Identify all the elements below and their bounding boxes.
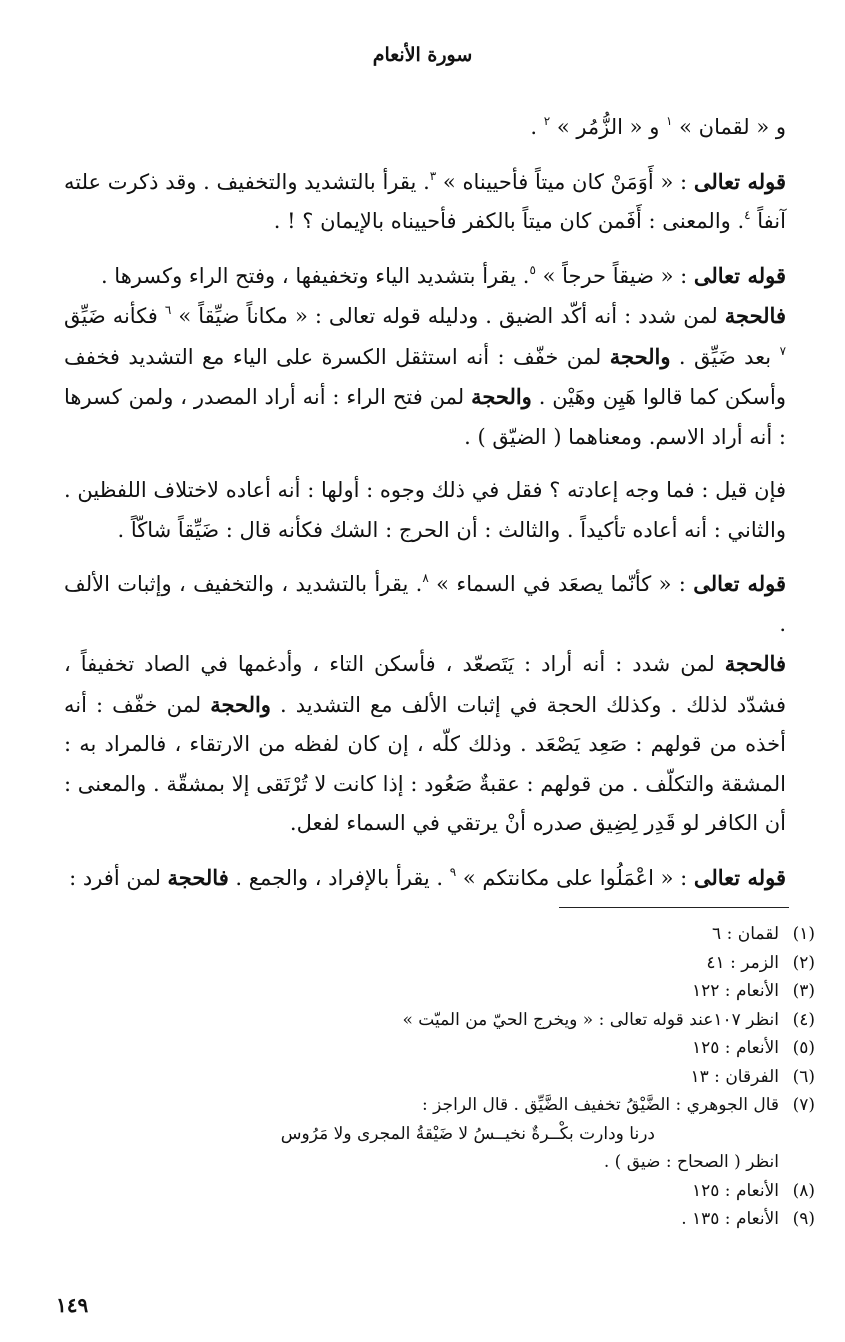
text: . يقرأ بالتشديد والتخفيف . وقد ذكرت علته آنفاً (64, 169, 786, 233)
text: لمن شدد : أنه أكّد الضيق . ودليله قوله تعالى : « مكاناً ضيِّقاً » (171, 304, 725, 328)
page-header: سورة الأنعام (372, 44, 473, 66)
footnote-text: الأنعام : ١٢٥ (692, 1038, 779, 1058)
footnote-number: (٥) (792, 1038, 815, 1058)
argument-label: والحجة (609, 343, 671, 369)
argument-label: والحجة (210, 691, 271, 717)
page-number: ١٤٩ (56, 1293, 89, 1317)
footnote-number: (٦) (792, 1066, 815, 1087)
text: : « اعْمَلُوا على مكانتكم » (456, 865, 694, 890)
text: . يقرأ بتشديد الياء وتخفيفها ، وفتح الراء وكسرها . (100, 263, 530, 288)
footnote-ref: ١ (666, 114, 673, 128)
footnote-text: انظر ١٠٧عند قوله تعالى : « ويخرج الحيّ من الميّت » (402, 1009, 779, 1030)
footnote-1 (80, 920, 815, 949)
footnote-8 (80, 1177, 815, 1206)
argument-label: فالحجة (724, 303, 786, 328)
verse-label: قوله تعالى (693, 864, 786, 890)
footnote-ref: ٤ (744, 208, 751, 222)
text: . يقرأ بالتشديد ، والتخفيف ، وإثبات الألف . (64, 572, 786, 636)
footnote-text: الأنعام : ١٢٥ (692, 1180, 779, 1201)
text: : « ضيقاً حرجاً » (535, 263, 694, 288)
footnote-divider (559, 907, 789, 908)
text: لمن شدد : أنه أراد : يَتَصعّد ، فأسكن التاء ، وأدغمها في الصاد تخفيفاً ، فشدّد لذلك . وكذلك الحجة في إثبات الألف مع التشديد . (64, 652, 786, 717)
paragraph-6 (64, 564, 786, 644)
footnote-text: لقمان : ٦ (712, 924, 779, 944)
text: و « لقمان » (672, 115, 786, 139)
text: . (530, 115, 544, 139)
footnote-number: (٨) (792, 1180, 815, 1201)
text: لمن خفّف : أنه أخذه من قولهم : صَعِد يَصْعَد . وذلك كلّه ، إن كان لفظه من الارتقاء ، فالمراد به : المشقة والتكلّف . من قولهم : عقبةٌ صَعُود : إذا كانت لا تُرْتَقى إلا بمشقّة . والمعنى : أن الكافر لو قَدِر لِضِيق صدره أنْ يرتقي في السماء لفعل. (64, 692, 786, 835)
footnote-9 (80, 1205, 815, 1234)
text: لمن خفّف : أنه استثقل الكسرة على الياء مع التشديد فخفف وأسكن كما قالوا هَيِن وهَيْن . (64, 344, 787, 409)
footnote-text: قال الجوهري : الضَّيْقُ تخفيف الضَّيِّق . قال الراجز : (422, 1095, 779, 1115)
footnote-text: الأنعام : ١٢٢ (692, 981, 779, 1001)
paragraph-5: فإن قيل : فما وجه إعادته ؟ فقل في ذلك وجوه : أولها : أنه أعاده لاختلاف اللفظين . والثاني : أنه أعاده تأكيداً . والثالث : أن الحرج : الشك فكأنه قال : ضَيِّقاً شاكّاً . (64, 478, 786, 542)
footnote-number: (١) (792, 924, 815, 944)
footnote-2 (80, 949, 815, 978)
text: : « كأنّما يصعَد في السماء » (428, 572, 694, 596)
paragraph-2 (64, 162, 786, 242)
main-text (64, 108, 786, 898)
argument-label: فالحجة (724, 651, 786, 676)
argument-label: فالحجة (167, 864, 229, 890)
footnote-number: (٢) (792, 952, 815, 973)
footnote-7-poem: درنا ودارت بكْــرةٌ نخيــسُ لا ضَيْقةُ المجرى ولا مَرُوس (280, 1123, 655, 1144)
text: . يقرأ بالإفراد ، والجمع . (228, 865, 450, 890)
footnote-ref: ٢ (543, 114, 551, 128)
paragraph-7 (64, 644, 786, 844)
footnote-4 (80, 1006, 815, 1035)
footnote-ref: ٨ (422, 571, 429, 585)
footnote-3 (80, 977, 815, 1006)
text: بعد ضَيِّق . (670, 344, 780, 369)
footnote-6 (80, 1063, 815, 1092)
argument-label: والحجة (471, 384, 532, 409)
footnote-number: (٩) (792, 1209, 815, 1229)
footnote-ref: ٣ (429, 168, 437, 183)
footnote-ref: ٦ (164, 303, 172, 317)
footnote-number: (٣) (792, 981, 815, 1001)
footnote-ref: ٧ (779, 343, 787, 358)
footnote-ref: ٥ (529, 262, 536, 277)
paragraph-8 (64, 858, 786, 899)
footnote-number: (٤) (792, 1009, 815, 1030)
footnote-text: الفرقان : ١٣ (690, 1066, 779, 1087)
paragraph-4 (64, 296, 786, 457)
verse-label: قوله تعالى (693, 262, 786, 288)
text: : « أَوَمَنْ كان ميتاً فأحييناه » (436, 169, 694, 194)
text: فكأنه ضَيِّق (64, 304, 165, 328)
verse-label: قوله تعالى (693, 168, 786, 194)
footnote-5 (80, 1034, 815, 1063)
text: لمن أفرد : (69, 865, 168, 890)
paragraph-3 (64, 256, 786, 297)
verse-label: قوله تعالى (693, 571, 786, 596)
text: . والمعنى : أَفَمن كان ميتاً بالكفر فأحييناه بالإيمان ؟ ! . (273, 209, 745, 233)
paragraph-1 (64, 108, 786, 148)
text: و « الزُّمُر » (550, 115, 667, 139)
footnote-7-reference: انظر ( الصحاح : ضيق ) . (603, 1152, 779, 1172)
footnote-text: الأنعام : ١٣٥ . (681, 1209, 779, 1229)
footnote-text: الزمر : ٤١ (706, 952, 779, 973)
footnote-ref: ٩ (449, 864, 457, 879)
text: لمن فتح الراء : أنه أراد المصدر ، ولمن كسرها : أنه أراد الاسم. ومعناهما ( الضيّق ) . (64, 385, 786, 449)
footnote-7 (80, 1091, 815, 1120)
footnotes (80, 920, 815, 1234)
footnote-number: (٧) (792, 1095, 815, 1115)
